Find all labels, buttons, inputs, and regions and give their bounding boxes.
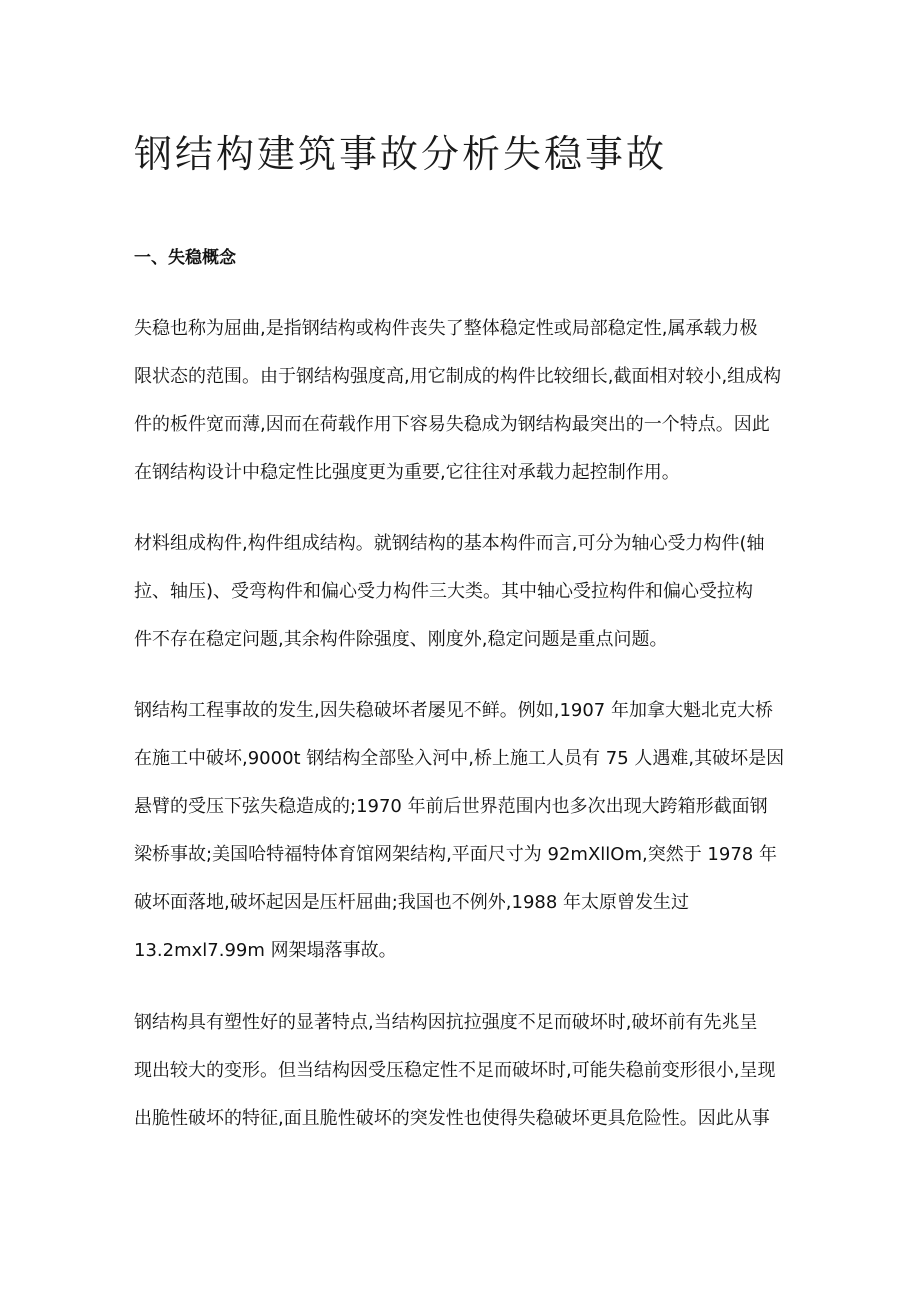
text-line: 件的板件宽而薄,因而在荷载作用下容易失稳成为钢结构最突出的一个特点。因此 <box>134 414 770 435</box>
text-line: 钢结构具有塑性好的显著特点,当结构因抗拉强度不足而破坏时,破坏前有先兆呈 <box>134 1012 758 1033</box>
text-line: 悬臂的受压下弦失稳造成的;1970 年前后世界范围内也多次出现大跨箱形截面钢 <box>134 796 768 817</box>
text-line: 在施工中破坏,9000t 钢结构全部坠入河中,桥上施工人员有 75 人遇难,其破坏是因 <box>134 748 785 769</box>
text-line: 现出较大的变形。但当结构因受压稳定性不足而破坏时,可能失稳前变形很小,呈现 <box>134 1060 776 1081</box>
text-line: 钢结构工程事故的发生,因失稳破坏者屡见不鲜。例如,1907 年加拿大魁北克大桥 <box>134 700 773 721</box>
document-title: 钢结构建筑事故分析失稳事故 <box>134 132 668 176</box>
text-line: 限状态的范围。由于钢结构强度高,用它制成的构件比较细长,截面相对较小,组成构 <box>134 366 782 387</box>
section-heading: 一、失稳概念 <box>134 248 236 268</box>
text-line: 在钢结构设计中稳定性比强度更为重要,它往往对承载力起控制作用。 <box>134 462 680 483</box>
paragraph-definition <box>134 314 794 506</box>
text-line: 破坏面落地,破坏起因是压杆屈曲;我国也不例外,1988 年太原曾发生过 <box>134 892 690 913</box>
text-line: 拉、轴压)、受弯构件和偏心受力构件三大类。其中轴心受拉构件和偏心受拉构 <box>134 581 754 602</box>
text-line: 梁桥事故;美国哈特福特体育馆网架结构,平面尺寸为 92mXllOm,突然于 1978 年 <box>134 844 777 865</box>
text-line: 材料组成构件,构件组成结构。就钢结构的基本构件而言,可分为轴心受力构件(轴 <box>134 533 765 554</box>
paragraph-brittle-failure <box>134 1008 794 1152</box>
paragraph-component-types <box>134 529 794 673</box>
paragraph-accident-examples <box>134 696 794 984</box>
text-line: 出脆性破坏的特征,面且脆性破坏的突发性也使得失稳破坏更具危险性。因此从事 <box>134 1108 770 1129</box>
text-line: 失稳也称为屈曲,是指钢结构或构件丧失了整体稳定性或局部稳定性,属承载力极 <box>134 318 758 339</box>
text-line: 件不存在稳定问题,其余构件除强度、刚度外,稳定问题是重点问题。 <box>134 629 668 650</box>
text-line: 13.2mxl7.99m 网架塌落事故。 <box>134 940 397 961</box>
